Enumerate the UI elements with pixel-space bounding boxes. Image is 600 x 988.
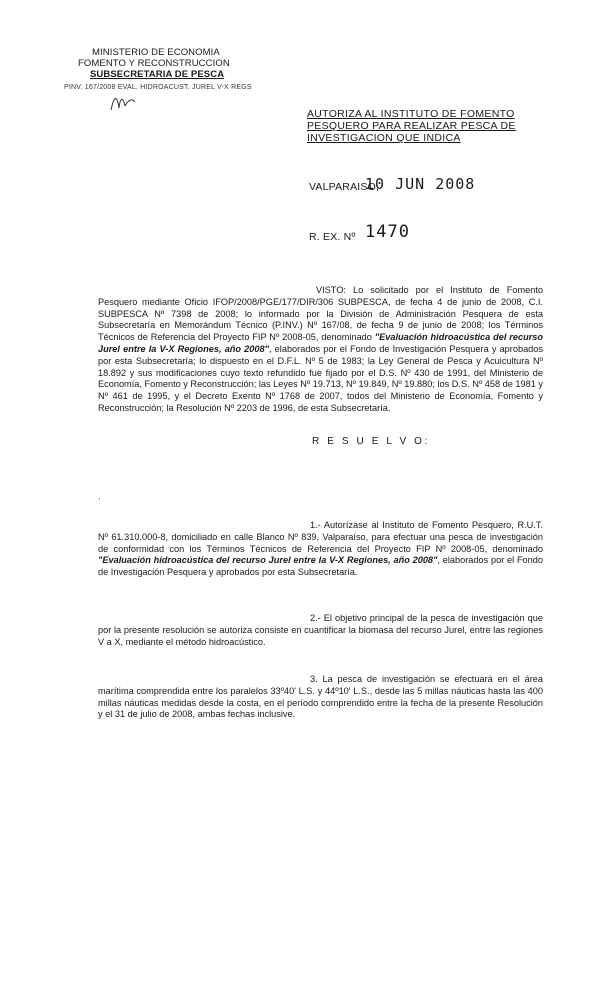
document-subject: AUTORIZA AL INSTITUTO DE FOMENTO PESQUERO PARA REALIZAR PESCA DE INVESTIGACION QUE INDICA [307,108,516,144]
visto-text-2: , elaborados por el Fondo de Investigación Pesquera y aprobados por esta Subsecretaría; lo dispuesto en el D.F.L. Nº 5 de 1983; la Ley General de Pesca y Acuicultura Nº 18.892 y sus modificaciones cuyo texto refundido fue fijado por el D.S. Nº 430 de 1991, del Ministerio de Economía, Fomento y Reconstrucción; las Leyes Nº 19.713, Nº 19.849, Nº 19.880; los D.S. Nº 458 de 1981 y Nº 461 de 1995, y el Decreto Exento Nº 1768 de 2007, todos del Ministerio de Economía, Fomento y Reconstrucción; la Resolución Nº 2203 de 1996, de esta Subsecretaría. [98,343,543,413]
place-label: VALPARAISO, [309,181,380,193]
article-1-project-title: "Evaluación hidroacústica del recurso Jurel entre la V-X Regiones, año 2008" [98,555,438,566]
article-1-text-2: , elaborados por el Fondo de Investigación Pesquera y aprobados por esta Subsecretaría. [98,555,543,578]
letterhead-ministry: MINISTERIO DE ECONOMIA [92,47,220,58]
date-stamp: 10 JUN 2008 [365,175,476,193]
article-1-text-1: 1.- Autorízase al Instituto de Fomento Pesquero, R.U.T. Nº 61.310.000-8, domiciliado en calle Blanco Nº 839, Valparaíso, para efectuar una pesca de investigación de conformidad con los Términos Técnicos de Referencia del Proyecto FIP Nº 2008-05, denominado [98,520,543,554]
visto-text-1: VISTO: Lo solicitado por el Instituto de Fomento Pesquero mediante Oficio IFOP/2008/PGE/177/DIR/306 SUBPESCA, de fecha 4 de junio de 2008, C.I. SUBPESCA Nº 7398 de 2008; lo informado por la División de Administración Pesquera de esta Subsecretaría en Memorándum Técnico (P.INV.) Nº 167/08, de fecha 9 de junio de 2008; los Términos Técnicos de Referencia del Proyecto FIP Nº 2008-05, denominado [98,285,543,343]
resolution-number-label: R. EX. Nº [309,231,356,243]
visto-project-title: "Evaluación hidroacústica del recurso Jurel entre la V-X Regiones, año 2008" [98,332,544,354]
resolution-number: 1470 [365,222,410,242]
article-3: 3. La pesca de investigación se efectuará en el área marítima comprendida entre los paralelos 33º40' L.S. y 44º10' L.S., desde las 5 millas náuticas hasta las 400 millas náuticas medidas desde la costa, en el período comprendido entre la fecha de la presente Resolución y el 31 de julio de 2008, ambas fechas inclusive. [98,674,543,720]
article-2: 2.- El objetivo principal de la pesca de investigación que por la presente resolución se autoriza consiste en cuantificar la biomasa del recurso Jurel, entre las regiones V a X, mediante el método hidroacústico. [98,613,543,647]
letterhead-reference: PINV. 167/2008 EVAL. HIDROACUST. JUREL V-X REGS [64,84,252,91]
stray-mark: ' [99,498,101,505]
signature-initials [108,88,138,118]
visto-paragraph [98,285,543,415]
article-1 [98,520,543,579]
letterhead-subsecretaria: SUBSECRETARIA DE PESCA [90,69,225,80]
resuelvo-heading: R E S U E L V O: [312,436,430,447]
letterhead-department: FOMENTO Y RECONSTRUCCION [78,58,230,69]
